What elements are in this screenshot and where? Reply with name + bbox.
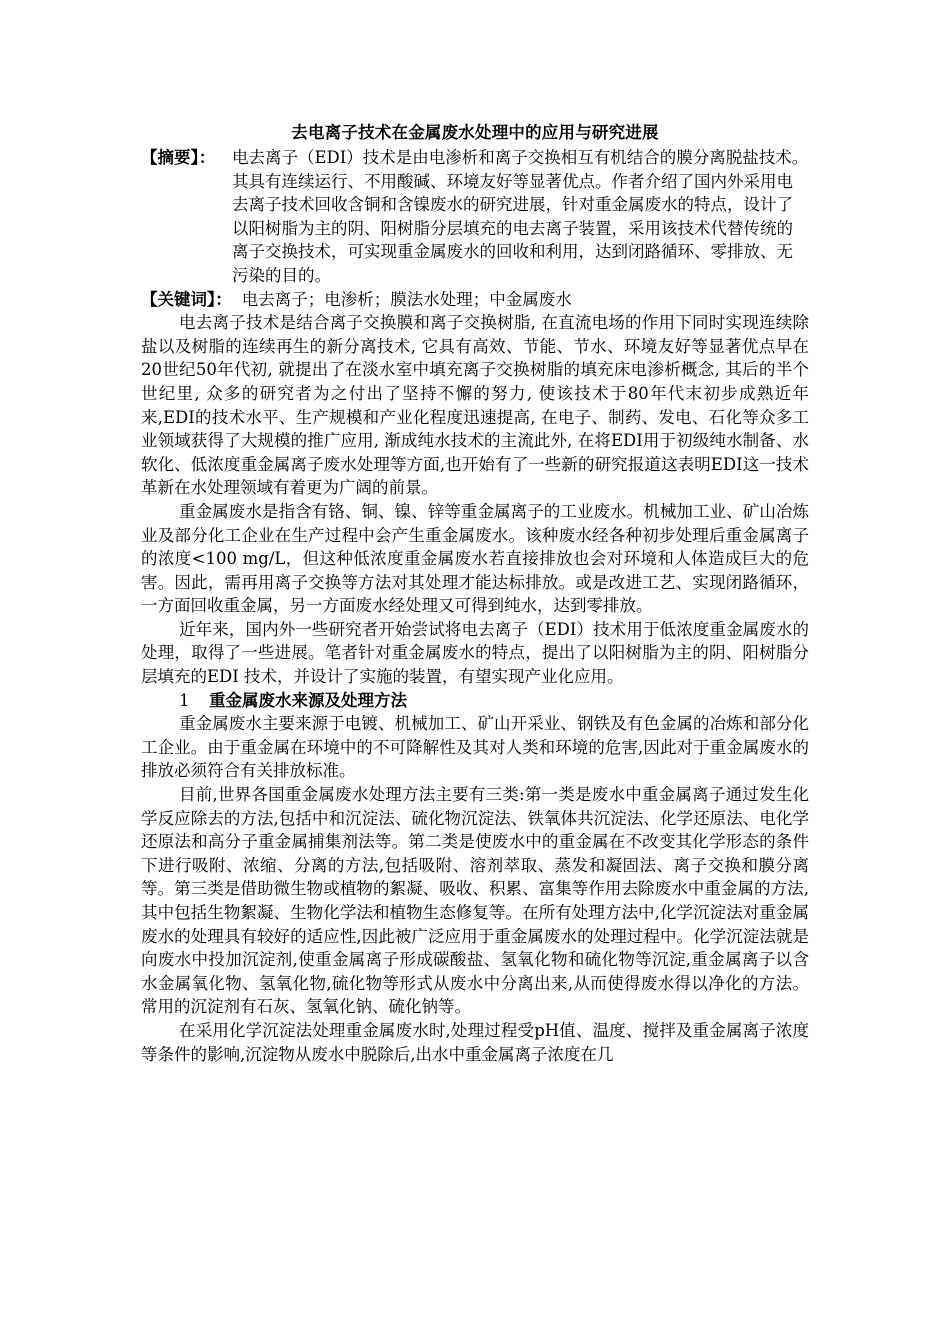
abstract-block	[141, 146, 809, 288]
keywords-label: 【关键词】：	[141, 289, 232, 309]
abstract-text: 电去离子（EDI）技术是由电渗析和离子交换相互有机结合的膜分离脱盐技术。其具有连续运行、不用酸碱、环境友好等显著优点。作者介绍了国内外采用电去离子技术回收含铜和含镍废水的研究进展，针对重金属废水的特点，设计了以阳树脂为主的阴、阳树脂分层填充的电去离子装置，采用该技术代替传统的离子交换技术，可实现重金属废水的回收和利用，达到闭路循环、零排放、无污染的目的。	[232, 148, 809, 285]
body-paragraph: 在采用化学沉淀法处理重金属废水时,处理过程受pH值、温度、搅拌及重金属离子浓度等条件的影响,沉淀物从废水中脱除后,出水中重金属离子浓度在几	[141, 1020, 809, 1064]
body-paragraph: 重金属废水主要来源于电镀、机械加工、矿山开采业、钢铁及有色金属的冶炼和部分化工企业。由于重金属在环境中的不可降解性及其对人类和环境的危害,因此对于重金属废水的排放必须符合有关排放标准。	[141, 714, 809, 781]
abstract-label: 【摘要】：	[141, 148, 216, 167]
document-title: 去电离子技术在金属废水处理中的应用与研究进展	[291, 123, 659, 142]
document-page	[141, 122, 809, 1066]
body-paragraph: 目前,世界各国重金属废水处理方法主要有三类:第一类是废水中重金属离子通过发生化学反应除去的方法,包括中和沉淀法、硫化物沉淀法、铁氧体共沉淀法、化学还原法、电化学还原法和高分子重金属捕集剂法等。第二类是使废水中的重金属在不改变其化学形态的条件下进行吸附、浓缩、分离的方法,包括吸附、溶剂萃取、蒸发和凝固法、离子交换和膜分离等。第三类是借助微生物或植物的絮凝、吸收、积累、富集等作用去除废水中重金属的方法,其中包括生物絮凝、生物化学法和植物生态修复等。在所有处理方法中,化学沉淀法对重金属废水的处理具有较好的适应性,因此被广泛应用于重金属废水的处理过程中。化学沉淀法就是向废水中投加沉淀剂,使重金属离子形成碳酸盐、氢氧化物和硫化物等沉淀,重金属离子以含水金属氧化物、氢氧化物,硫化物等形式从废水中分离出来,从而使得废水得以净化的方法。常用的沉淀剂有石灰、氢氧化钠、硫化钠等。	[141, 785, 809, 1017]
body-paragraph: 近年来，国内外一些研究者开始尝试将电去离子（EDI）技术用于低浓度重金属废水的处理，取得了一些进展。笔者针对重金属废水的特点，提出了以阳树脂为主的阴、阳树脂分层填充的EDI 技术，并设计了实施的装置，有望实现产业化应用。	[141, 619, 809, 687]
section-title: 重金属废水来源及处理方法	[209, 690, 407, 710]
body-paragraph: 电去离子技术是结合离子交换膜和离子交换树脂, 在直流电场的作用下同时实现连续除盐以及树脂的连续再生的新分离技术, 它具有高效、节能、节水、环境友好等显著优点早在20世纪50年代初, 就提出了在淡水室中填充离子交换树脂的填充床电渗析概念, 其后的半个世纪里, 众多的研究者为之付出了坚持不懈的努力, 使该技术于80年代末初步成熟近年来,EDI的技术水平、生产规模和产业化程度迅速提高, 在电子、制药、发电、石化等众多工业领域获得了大规模的推广应用, 渐成纯水技术的主流此外, 在将EDI用于初级纯水制备、水软化、低浓度重金属离子废水处理等方面,也开始有了一些新的研究报道这表明EDI这一技术革新在水处理领域有着更为广阔的前景。	[141, 313, 809, 498]
body-paragraph: 重金属废水是指含有铬、铜、镍、锌等重金属离子的工业废水。机械加工业、矿山冶炼业及部分化工企业在生产过程中会产生重金属废水。该种废水经各种初步处理后重金属离子的浓度<100 mg/L，但这种低浓度重金属废水若直接排放也会对环境和人体造成巨大的危害。因此，需再用离子交换等方法对其处理才能达标排放。或是改进工艺、实现闭路循环，一方面回收重金属，另一方面废水经处理又可得到纯水，达到零排放。	[141, 501, 809, 616]
section-heading	[141, 689, 809, 713]
keywords-block	[141, 288, 809, 312]
keywords-text: 电去离子；电渗析；膜法水处理；中金属废水	[241, 289, 572, 309]
section-number: 1	[179, 690, 190, 710]
